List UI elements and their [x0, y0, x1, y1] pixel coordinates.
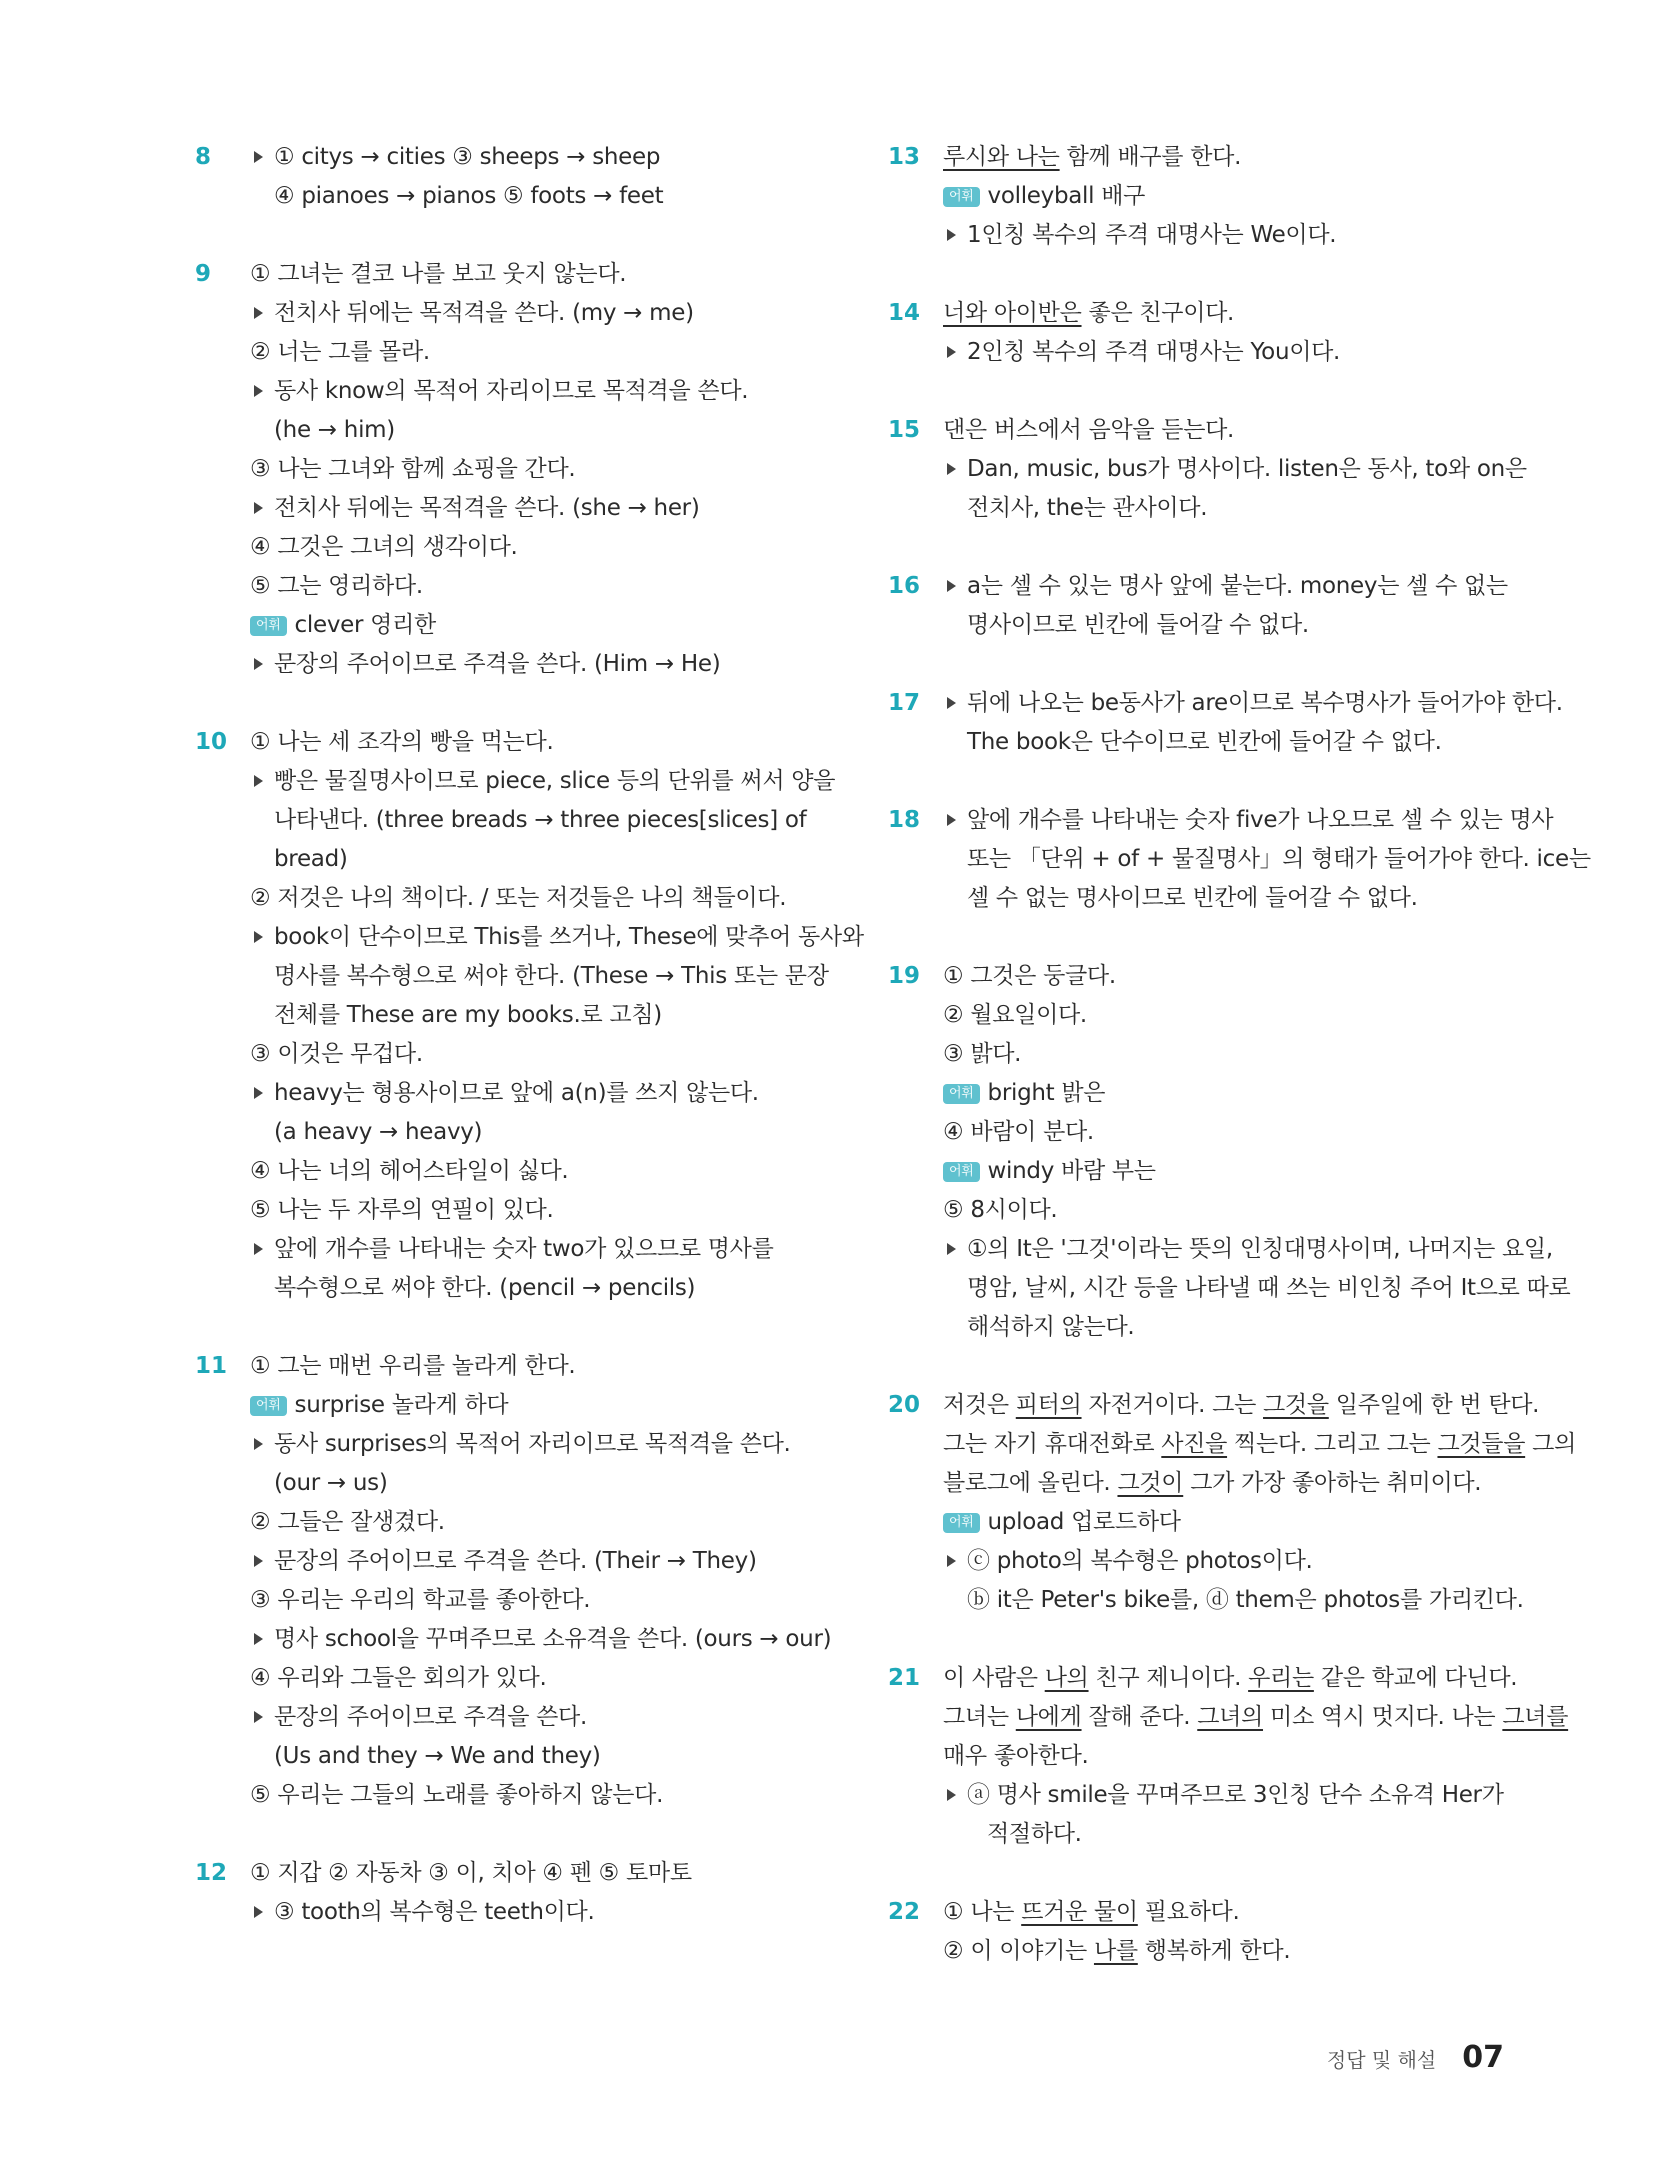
question-number: 8 [195, 144, 212, 170]
text-segment: 잘해 준다. [1081, 1704, 1198, 1730]
text-segment: 미소 역시 멋지다. 나는 [1263, 1704, 1503, 1730]
explanation-line: Dan, music, bus가 명사이다. listen은 동사, to와 on은 [943, 450, 1528, 489]
answer-13 [888, 138, 1528, 255]
translation-line: ⑤ 우리는 그들의 노래를 좋아하지 않는다. [250, 1782, 664, 1808]
answer-18 [888, 801, 1591, 918]
translation-line [943, 1893, 1528, 1932]
text-segment: 행복하게 한다. [1137, 1938, 1291, 1964]
underlined-phrase: 너와 아이반은 [943, 300, 1082, 326]
question-number: 9 [195, 261, 212, 287]
text-segment: 찍는다. 그리고 그는 [1227, 1431, 1438, 1457]
translation-line: ① 지갑 ② 자동차 ③ 이, 치아 ④ 펜 ⑤ 토마토 [250, 1860, 692, 1886]
question-number: 21 [888, 1665, 921, 1691]
explanation-line: 전체를 These are my books.로 고침) [274, 1002, 662, 1028]
vocab-line [943, 1074, 1528, 1113]
question-number: 10 [195, 729, 228, 755]
explanation-line: 동사 surprises의 목적어 자리이므로 목적격을 쓴다. [250, 1425, 835, 1464]
explanation-line: 앞에 개수를 나타내는 숫자 five가 나오므로 셀 수 있는 명사 [943, 801, 1528, 840]
underlined-phrase: 그것이 [1117, 1470, 1184, 1496]
text-segment: ② 이 이야기는 [943, 1938, 1094, 1964]
answer-17 [888, 684, 1563, 762]
text-segment: 필요하다. [1137, 1899, 1240, 1925]
explanation-line: heavy는 형용사이므로 앞에 a(n)를 쓰지 않는다. [250, 1074, 835, 1113]
explanation-line: ① citys → cities ③ sheeps → sheep [250, 138, 835, 177]
text-segment: 그의 [1525, 1431, 1577, 1457]
vocab-badge: 어휘 [250, 616, 287, 636]
underlined-phrase: 루시와 나는 [943, 144, 1060, 170]
explanation-line: book이 단수이므로 This를 쓰거나, These에 맞추어 동사와 [250, 918, 835, 957]
underlined-phrase: 뜨거운 물이 [1021, 1899, 1138, 1925]
question-number: 18 [888, 807, 921, 833]
page-number: 07 [1462, 2040, 1504, 2075]
underlined-phrase: 우리는 [1248, 1665, 1314, 1691]
answer-22 [888, 1893, 1528, 1971]
explanation-line: 뒤에 나오는 be동사가 are이므로 복수명사가 들어가야 한다. [943, 684, 1528, 723]
question-number: 22 [888, 1899, 921, 1925]
explanation-line: 전치사 뒤에는 목적격을 쓴다. (she → her) [250, 489, 835, 528]
translation-line [943, 1932, 1528, 1971]
text-segment: 이 사람은 [943, 1665, 1045, 1691]
translation-line: 매우 좋아한다. [943, 1743, 1089, 1769]
explanation-line: 문장의 주어이므로 주격을 쓴다. [250, 1698, 835, 1737]
explanation-line: bread) [274, 846, 348, 872]
text-segment: 그는 자기 휴대전화로 [943, 1431, 1162, 1457]
translation-line: ② 저것은 나의 책이다. / 또는 저것들은 나의 책들이다. [250, 885, 787, 911]
underlined-phrase: 나에게 [1015, 1704, 1082, 1730]
vocab-badge: 어휘 [250, 1396, 287, 1416]
translation-line [943, 138, 1528, 177]
text-segment: ① 나는 [943, 1899, 1022, 1925]
explanation-line: 앞에 개수를 나타내는 숫자 two가 있으므로 명사를 [250, 1230, 835, 1269]
vocab-line [943, 1503, 1528, 1542]
question-number: 14 [888, 300, 921, 326]
explanation-line: (Us and they → We and they) [274, 1743, 601, 1769]
vocab-line [250, 1386, 835, 1425]
answer-20 [888, 1386, 1577, 1620]
translation-line: ③ 이것은 무겁다. [250, 1041, 423, 1067]
answer-10 [195, 723, 864, 1308]
translation-line: ④ 나는 너의 헤어스타일이 싫다. [250, 1158, 569, 1184]
underlined-phrase: 그녀를 [1502, 1704, 1569, 1730]
answer-9 [195, 255, 835, 684]
translation-line: 댄은 버스에서 음악을 듣는다. [943, 417, 1235, 443]
question-number: 12 [195, 1860, 228, 1886]
question-number: 17 [888, 690, 921, 716]
explanation-line: 1인칭 복수의 주격 대명사는 We이다. [943, 216, 1528, 255]
explanation-line: ①의 It은 '그것'이라는 뜻의 인칭대명사이며, 나머지는 요일, [943, 1230, 1528, 1269]
question-number: 20 [888, 1392, 921, 1418]
vocab-text: windy 바람 부는 [987, 1158, 1156, 1184]
translation-line [943, 1464, 1528, 1503]
vocab-badge: 어휘 [943, 187, 980, 207]
explanation-line: 명사 school을 꾸며주므로 소유격을 쓴다. (ours → our) [250, 1620, 835, 1659]
vocab-line [250, 606, 835, 645]
answer-16 [888, 567, 1528, 645]
translation-line: ② 너는 그를 몰라. [250, 339, 430, 365]
answer-8 [195, 138, 835, 216]
explanation-line: The book은 단수이므로 빈칸에 들어갈 수 없다. [967, 729, 1442, 755]
explanation-line: 2인칭 복수의 주격 대명사는 You이다. [943, 333, 1528, 372]
answer-15 [888, 411, 1528, 528]
translation-line [943, 1425, 1577, 1464]
explanation-line: (our → us) [274, 1470, 388, 1496]
underlined-phrase: 그녀의 [1197, 1704, 1264, 1730]
answer-12 [195, 1854, 835, 1932]
underlined-phrase: 사진을 [1161, 1431, 1228, 1457]
text-segment: 자전거이다. 그는 [1081, 1392, 1264, 1418]
vocab-text: clever 영리한 [294, 612, 436, 638]
explanation-line: (a heavy → heavy) [274, 1119, 483, 1145]
text-segment: 같은 학교에 다닌다. [1313, 1665, 1518, 1691]
question-number: 16 [888, 573, 921, 599]
text-segment: 그가 가장 좋아하는 취미이다. [1183, 1470, 1482, 1496]
answer-11 [195, 1347, 835, 1815]
explanation-line: 문장의 주어이므로 주격을 쓴다. (Their → They) [250, 1542, 835, 1581]
explanation-line: 빵은 물질명사이므로 piece, slice 등의 단위를 써서 양을 [250, 762, 835, 801]
translation-line: ④ 바람이 분다. [943, 1119, 1094, 1145]
explanation-line: 동사 know의 목적어 자리이므로 목적격을 쓴다. [250, 372, 835, 411]
vocab-text: surprise 놀라게 하다 [294, 1392, 509, 1418]
translation-line: ⑤ 나는 두 자루의 연필이 있다. [250, 1197, 554, 1223]
underlined-phrase: 피터의 [1015, 1392, 1082, 1418]
text-segment: 저것은 [943, 1392, 1016, 1418]
explanation-line: 명사이므로 빈칸에 들어갈 수 없다. [967, 612, 1309, 638]
answer-21 [888, 1659, 1569, 1854]
translation-line: ④ 우리와 그들은 회의가 있다. [250, 1665, 547, 1691]
underlined-phrase: 나를 [1093, 1938, 1138, 1964]
explanation-line: 명사를 복수형으로 써야 한다. (These → This 또는 문장 [274, 963, 829, 989]
translation-line: ③ 나는 그녀와 함께 쇼핑을 간다. [250, 456, 576, 482]
translation-line [943, 1698, 1569, 1737]
explanation-line: 명암, 날씨, 시간 등을 나타낼 때 쓰는 비인칭 주어 It으로 따로 [967, 1275, 1571, 1301]
vocab-badge: 어휘 [943, 1084, 980, 1104]
page-footer [1327, 2040, 1504, 2075]
underlined-phrase: 그것을 [1263, 1392, 1329, 1418]
translation-line [943, 1659, 1528, 1698]
translation-line: ② 월요일이다. [943, 1002, 1087, 1028]
explanation-line: 해석하지 않는다. [967, 1314, 1135, 1340]
section-label: 정답 및 해설 [1326, 2048, 1437, 2072]
question-number: 11 [195, 1353, 228, 1379]
vocab-text: upload 업로드하다 [987, 1509, 1181, 1535]
translation-line: ③ 우리는 우리의 학교를 좋아한다. [250, 1587, 591, 1613]
explanation-line: 전치사, the는 관사이다. [967, 495, 1208, 521]
translation-line [943, 1386, 1540, 1425]
answer-19 [888, 957, 1571, 1347]
vocab-badge: 어휘 [943, 1162, 980, 1182]
translation-line: ② 그들은 잘생겼다. [250, 1509, 445, 1535]
explanation-line: ④ pianoes → pianos ⑤ foots → feet [274, 183, 664, 209]
translation-line: ① 그는 매번 우리를 놀라게 한다. [250, 1353, 576, 1379]
translation-line: ① 나는 세 조각의 빵을 먹는다. [250, 729, 554, 755]
vocab-line [943, 1152, 1528, 1191]
explanation-line: 문장의 주어이므로 주격을 쓴다. (Him → He) [250, 645, 835, 684]
vocab-line [943, 177, 1528, 216]
text-segment: 함께 배구를 한다. [1059, 144, 1242, 170]
answer-14 [888, 294, 1528, 372]
translation-line: ① 그것은 둥글다. [943, 963, 1116, 989]
underlined-phrase: 그것들을 [1437, 1431, 1526, 1457]
explanation-line: ⓑ it은 Peter's bike를, ⓓ them은 photos를 가리킨다. [967, 1587, 1524, 1613]
text-segment: 친구 제니이다. [1088, 1665, 1249, 1691]
explanation-line: 전치사 뒤에는 목적격을 쓴다. (my → me) [250, 294, 835, 333]
explanation-line: ③ tooth의 복수형은 teeth이다. [250, 1893, 835, 1932]
vocab-text: volleyball 배구 [987, 183, 1146, 209]
translation-line: ③ 밝다. [943, 1041, 1022, 1067]
translation-line: ⑤ 그는 영리하다. [250, 573, 423, 599]
translation-line [943, 294, 1528, 333]
explanation-line: (he → him) [274, 417, 395, 443]
text-segment: 일주일에 한 번 탄다. [1328, 1392, 1540, 1418]
vocab-badge: 어휘 [943, 1513, 980, 1533]
translation-line: ① 그녀는 결코 나를 보고 웃지 않는다. [250, 261, 627, 287]
question-number: 13 [888, 144, 921, 170]
text-segment: 그녀는 [943, 1704, 1016, 1730]
explanation-line: ⓐ 명사 smile을 꾸며주므로 3인칭 단수 소유격 Her가 [943, 1776, 1528, 1815]
translation-line: ⑤ 8시이다. [943, 1197, 1058, 1223]
question-number: 15 [888, 417, 921, 443]
vocab-text: bright 밝은 [987, 1080, 1106, 1106]
explanation-line: 적절하다. [987, 1821, 1082, 1847]
left-column [195, 138, 864, 1932]
explanation-line: 또는 「단위 + of + 물질명사」의 형태가 들어가야 한다. ice는 [967, 846, 1591, 872]
explanation-line: 셀 수 없는 명사이므로 빈칸에 들어갈 수 없다. [967, 885, 1418, 911]
explanation-line: 복수형으로 써야 한다. (pencil → pencils) [274, 1275, 696, 1301]
translation-line: ④ 그것은 그녀의 생각이다. [250, 534, 518, 560]
question-number: 19 [888, 963, 921, 989]
underlined-phrase: 나의 [1044, 1665, 1089, 1691]
explanation-line: ⓒ photo의 복수형은 photos이다. [943, 1542, 1528, 1581]
explanation-line: a는 셀 수 있는 명사 앞에 붙는다. money는 셀 수 없는 [943, 567, 1528, 606]
right-column [888, 138, 1591, 1971]
explanation-line: 나타낸다. (three breads → three pieces[slices] of [274, 807, 807, 833]
text-segment: 좋은 친구이다. [1081, 300, 1235, 326]
text-segment: 블로그에 올린다. [943, 1470, 1118, 1496]
